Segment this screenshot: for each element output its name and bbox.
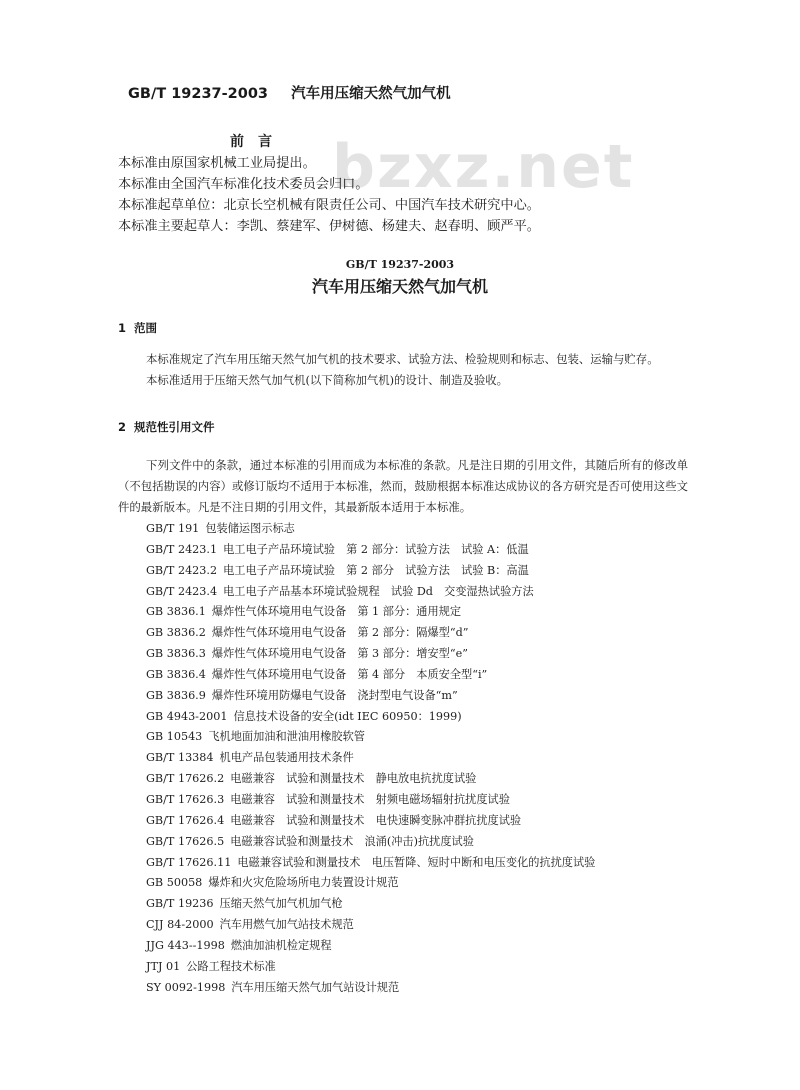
reference-code: GB/T 17626.5: [146, 834, 225, 848]
paragraph: 下列文件中的条款，通过本标准的引用而成为本标准的条款。凡是注日期的引用文件，其随后所有的修改单（不包括勘误的内容）或修订版均不适用于本标准，然而，鼓励根据本标准达成协议的各方研究是否可使用这些文件的最新版本。凡是不注日期的引用文件，其最新版本适用于本标准。: [118, 458, 688, 514]
header-title: [128, 82, 451, 103]
reference-title: 电工电子产品基本环境试验规程 试验 Dd 交变湿热试验方法: [223, 584, 534, 598]
reference-title: 电磁兼容 试验和测量技术 射频电磁场辐射抗扰度试验: [230, 792, 510, 806]
reference-code: GB 3836.2: [146, 626, 206, 640]
reference-title: 电磁兼容 试验和测量技术 静电放电抗扰度试验: [230, 772, 477, 786]
reference-item: [146, 582, 595, 603]
reference-title: 电工电子产品环境试验 第 2 部分：试验方法 试验 A：低温: [223, 542, 529, 556]
reference-title: 电工电子产品环境试验 第 2 部分 试验方法 试验 B：高温: [223, 563, 529, 577]
reference-item: [146, 832, 595, 853]
reference-item: [146, 644, 595, 665]
reference-item: [146, 707, 595, 728]
section-title: 规范性引用文件: [134, 420, 215, 434]
reference-item: [146, 915, 595, 936]
reference-item: [146, 790, 595, 811]
reference-item: [146, 561, 595, 582]
reference-code: GB/T 13384: [146, 751, 214, 765]
foreword-body: [118, 153, 540, 237]
foreword-line: 本标准由全国汽车标准化技术委员会归口。: [118, 177, 369, 192]
reference-title: 电磁兼容试验和测量技术 电压暂降、短时中断和电压变化的抗扰度试验: [237, 855, 596, 869]
reference-list: [146, 519, 595, 998]
foreword-heading: 前言: [230, 134, 286, 150]
reference-title: 汽车用燃气加气站技术规范: [219, 918, 354, 932]
reference-code: GB/T 17626.4: [146, 813, 225, 827]
reference-code: GB/T 17626.3: [146, 792, 225, 806]
reference-item: [146, 686, 595, 707]
section-heading-scope: [118, 320, 157, 336]
reference-item: [146, 623, 595, 644]
document-code: GB/T 19237-2003: [345, 258, 455, 271]
section-number: 2: [118, 420, 127, 434]
reference-code: GB 3836.9: [146, 688, 206, 702]
header-standard-name: 汽车用压缩天然气加气机: [291, 86, 451, 102]
reference-item: [146, 665, 595, 686]
reference-code: SY 0092-1998: [146, 980, 226, 994]
foreword-line: 本标准由原国家机械工业局提出。: [118, 156, 316, 171]
reference-item: [146, 748, 595, 769]
reference-code: GB 3836.3: [146, 647, 206, 661]
reference-code: GB 4943-2001: [146, 709, 228, 723]
reference-code: GB/T 191: [146, 522, 200, 535]
reference-item: [146, 540, 595, 561]
section-heading-normative-references: [118, 419, 215, 435]
reference-item: [146, 978, 595, 999]
section-number: 1: [118, 321, 127, 335]
reference-item: [146, 769, 595, 790]
reference-code: GB/T 17626.11: [146, 855, 232, 869]
reference-item: [146, 957, 595, 978]
reference-code: JJG 443--1998: [146, 938, 225, 952]
reference-code: GB 3836.1: [146, 605, 206, 619]
reference-title: 电磁兼容试验和测量技术 浪涌(冲击)抗扰度试验: [230, 834, 474, 848]
reference-item: [146, 894, 595, 915]
reference-title: 燃油加油机检定规程: [230, 938, 332, 952]
reference-item: [146, 853, 595, 874]
reference-item: [146, 727, 595, 748]
reference-item: [146, 519, 595, 540]
reference-code: CJJ 84-2000: [146, 918, 214, 932]
foreword-line: 本标准主要起草人：李凯、蔡建军、伊树德、杨建夫、赵春明、顾严平。: [118, 219, 540, 234]
reference-code: JTJ 01: [146, 959, 181, 973]
reference-item: [146, 602, 595, 623]
reference-title: 汽车用压缩天然气加气站设计规范: [231, 980, 400, 994]
reference-code: GB/T 17626.2: [146, 772, 225, 786]
scope-body: [118, 349, 698, 391]
watermark: bzxz.net: [332, 132, 635, 202]
reference-item: [146, 936, 595, 957]
reference-title: 爆炸性环境用防爆电气设备 浇封型电气设备“m”: [211, 688, 458, 702]
reference-title: 公路工程技术标准: [186, 959, 276, 973]
reference-code: GB/T 2423.4: [146, 584, 218, 598]
reference-item: [146, 811, 595, 832]
reference-code: GB 50058: [146, 876, 203, 890]
reference-title: 机电产品包装通用技术条件: [219, 751, 354, 765]
document-title: 汽车用压缩天然气加气机: [311, 277, 488, 296]
reference-code: GB 10543: [146, 730, 203, 744]
reference-title: 信息技术设备的安全(idt IEC 60950：1999): [233, 709, 462, 723]
paragraph: 本标准规定了汽车用压缩天然气加气机的技术要求、试验方法、检验规则和标志、包装、运输与贮存。: [146, 352, 659, 366]
header-standard-code: GB/T 19237-2003: [128, 86, 269, 102]
reference-code: GB 3836.4: [146, 667, 206, 681]
reference-title: 爆炸性气体环境用电气设备 第 4 部分 本质安全型“i”: [211, 667, 488, 681]
section-title: 范围: [134, 321, 158, 335]
reference-code: GB/T 2423.1: [146, 542, 218, 556]
reference-title: 爆炸性气体环境用电气设备 第 3 部分：增安型“e”: [211, 647, 468, 661]
reference-title: 飞机地面加油和泄油用橡胶软管: [208, 730, 365, 744]
reference-item: [146, 873, 595, 894]
foreword-line: 本标准起草单位：北京长空机械有限责任公司、中国汽车技术研究中心。: [118, 198, 540, 213]
paragraph: 本标准适用于压缩天然气加气机(以下简称加气机)的设计、制造及验收。: [146, 373, 508, 387]
reference-code: GB/T 19236: [146, 897, 214, 911]
references-intro: [118, 455, 688, 518]
reference-title: 爆炸性气体环境用电气设备 第 1 部分：通用规定: [211, 605, 462, 619]
reference-title: 压缩天然气加气机加气枪: [219, 897, 343, 911]
reference-title: 包装储运图示标志: [205, 522, 295, 535]
reference-title: 爆炸性气体环境用电气设备 第 2 部分：隔爆型“d”: [211, 626, 469, 640]
reference-code: GB/T 2423.2: [146, 563, 218, 577]
reference-title: 电磁兼容 试验和测量技术 电快速瞬变脉冲群抗扰度试验: [230, 813, 522, 827]
reference-title: 爆炸和火灾危险场所电力装置设计规范: [208, 876, 399, 890]
